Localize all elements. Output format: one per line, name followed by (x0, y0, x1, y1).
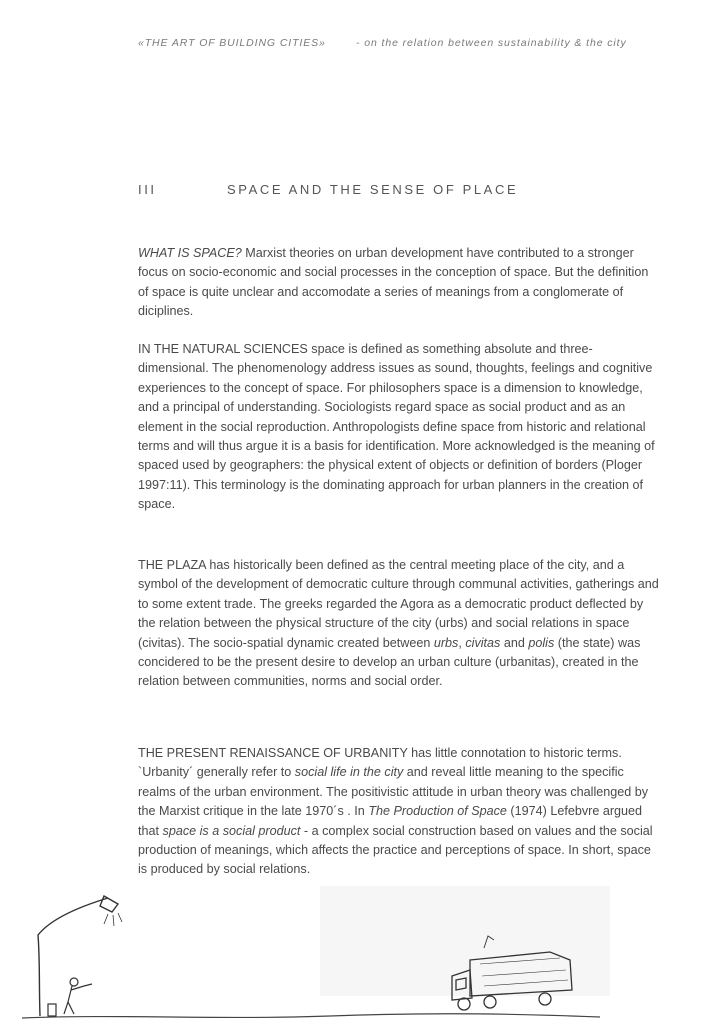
paragraph-text: and reveal little meaning to the specific realms of the urban environment. The positivistic attitude in urban theory was challenged by the Marxist critique in the late 1970´s . In (138, 765, 649, 819)
paragraph-renaissance-of-urbanity (138, 744, 660, 880)
running-header (138, 37, 658, 49)
italic-term-urbs: urbs (433, 635, 459, 650)
street-lamp-sketch (38, 896, 122, 1016)
ground-line (22, 1014, 600, 1018)
paragraph-text: THE PLAZA has historically been defined as the central meeting place of the city, and a symbol of the development of democratic culture through communal activities, gatherings and to some extent trade. The greeks regarded the Agora as a democratic product deflected by the relation between the physical structure of the city (urbs) and social relations in space (civitas). The socio-spatial dynamic created between (138, 558, 659, 650)
chapter-number: III (138, 182, 157, 197)
italic-phrase: space is a social product (162, 823, 301, 838)
chapter-title: SPACE AND THE SENSE OF PLACE (227, 182, 519, 197)
italic-book-title: The Production of Space (368, 804, 507, 819)
paragraph-natural-sciences (138, 340, 660, 515)
header-subtitle: - on the relation between sustainability & the city (356, 37, 627, 49)
paragraph-text: THE PRESENT RENAISSANCE OF URBANITY has little connotation to historic terms. `Urbanity´ generally refer to (138, 746, 622, 780)
sketch-backdrop (320, 886, 610, 996)
paragraph-text: and (500, 635, 529, 650)
italic-term-civitas: civitas (465, 635, 501, 650)
paragraph-text: - a complex social construction based on values and the social production of meanings, which affects the practice and perceptions of space. In short, space is produced by social relations. (138, 823, 653, 877)
paragraph-plaza (138, 556, 660, 692)
paragraph-lead: WHAT IS SPACE? (138, 246, 242, 260)
paragraph-what-is-space (138, 244, 660, 322)
paragraph-text: (1974) Lefebvre argued that (138, 804, 643, 838)
italic-phrase: social life in the city (294, 765, 404, 780)
sketch-illustration (0, 880, 728, 1030)
italic-term-polis: polis (528, 635, 555, 650)
paragraph-text: , (458, 635, 466, 650)
paragraph-text: IN THE NATURAL SCIENCES space is defined as something absolute and three-dimensional. The phenomenology address issues as sound, thoughts, feelings and cognitive experiences to the concept of space. For philosophers space is a dimension to knowledge, and a principal of understanding. Sociologists regard space as social product and as an element in the social reproduction. Anthropologists define space from historic and relational terms and will thus argue it is a basis for identification. More acknowledged is the meaning of spaced used by geographers: the physical extent of objects or definition of borders (Ploger 1997:11). This terminology is the dominating approach for urban planners in the creation of space. (138, 342, 655, 512)
paragraph-text: Marxist theories on urban development have contributed to a stronger focus on socio-economic and social processes in the conception of space. But the definition of space is quite unclear and accomodate a series of meanings from a conglomerate of diciplines. (138, 246, 649, 319)
person-sketch (48, 978, 92, 1016)
header-book-title: «THE ART OF BUILDING CITIES» (138, 37, 326, 49)
paragraph-text: (the state) was concidered to be the present desire to develop an urban culture (urbanitas), created in the relation between communities, norms and social order. (138, 635, 641, 689)
